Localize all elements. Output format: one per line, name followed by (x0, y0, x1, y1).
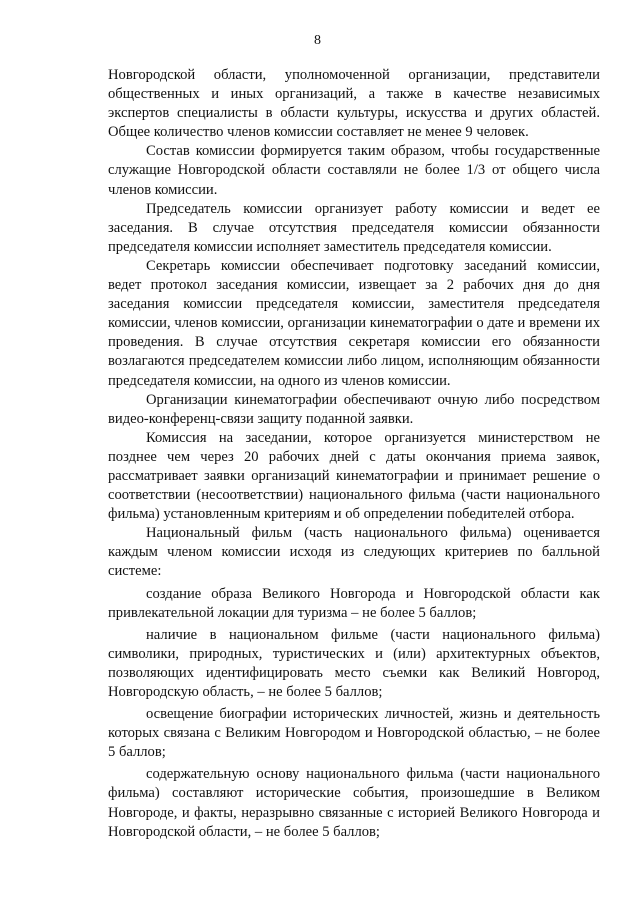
paragraph-chairman-duties: Председатель комиссии организует работу комиссии и ведет ее заседания. В случае отсутствия председателя комиссии обязанности председателя комиссии исполняет заместитель председателя комиссии. (108, 200, 600, 255)
paragraph-application-defense: Организации кинематографии обеспечивают очную либо посредством видео-конференц-связи защиту поданной заявки. (108, 391, 600, 427)
criterion-item: освещение биографии исторических личностей, жизнь и деятельность которых связана с Великим Новгородом и Новгородской областью, – не более 5 баллов; (108, 706, 600, 761)
paragraph-commission-meeting: Комиссия на заседании, которое организуется министерством не позднее чем через 20 рабочих дней с даты окончания приема заявок, рассматривает заявки организаций кинематографии и принимает решение о соответствии (несоответствии) национального фильма (части национального фильма) установленным критериям и об определении победителей отбора. (108, 429, 600, 523)
paragraph-commission-composition-continued: Новгородской области, уполномоченной организации, представители общественных и иных организаций, а также в качестве независимых экспертов специалисты в области культуры, искусства и других областей. Общее количество членов комиссии составляет не менее 9 человек. (108, 67, 600, 141)
criterion-item: содержательную основу национального фильма (части национального фильма) составляют исторические события, произошедшие в Великом Новгороде, и факты, неразрывно связанные с историей Великого Новгорода и Новгородской области, – не более 5 баллов; (108, 766, 600, 840)
paragraph-evaluation-intro: Национальный фильм (часть национального фильма) оценивается каждым членом комиссии исходя из следующих критериев по балльной системе: (108, 525, 600, 580)
criterion-item: создание образа Великого Новгорода и Новгородской области как привлекательной локации для туризма – не более 5 баллов; (108, 585, 600, 621)
paragraph-commission-formation: Состав комиссии формируется таким образом, чтобы государственные служащие Новгородской области составляли не более 1/3 от общего числа членов комиссии. (108, 143, 600, 198)
criterion-item: наличие в национальном фильме (части национального фильма) символики, природных, туристических и (или) архитектурных объектов, позволяющих идентифицировать место съемки как Великий Новгород, Новгородскую область, – не более 5 баллов; (108, 626, 600, 700)
paragraph-secretary-duties: Секретарь комиссии обеспечивает подготовку заседаний комиссии, ведет протокол заседания комиссии, извещает за 2 рабочих дня до дня заседания комиссии председателя комиссии, заместителя председателя комиссии, членов комиссии, организации кинематографии о дате и времени их проведения. В случае отсутствия секретаря комиссии его обязанности возлагаются председателем комиссии либо лицом, исполняющим обязанности председателя комиссии, на одного из членов комиссии. (108, 257, 600, 389)
page-number: 8 (314, 33, 321, 48)
document-body (108, 66, 600, 842)
